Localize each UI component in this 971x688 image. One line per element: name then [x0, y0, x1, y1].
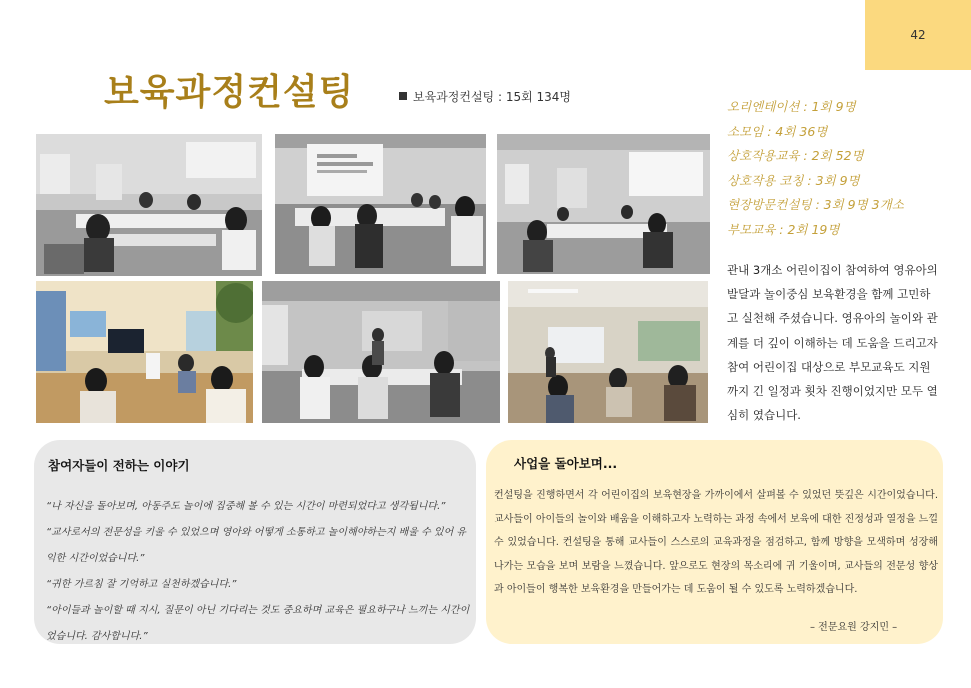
photo-seminar-room: [508, 281, 708, 423]
photo-classroom-2: [497, 134, 710, 274]
stat-site-visit: 현장방문컨설팅 : 3회 9명 3개소: [727, 197, 904, 213]
photo-color-classroom: [36, 281, 253, 423]
stats-list: [727, 95, 904, 243]
participants-quotes: [46, 494, 474, 650]
quote-item: “귀한 가르침 잘 기억하고 실천하겠습니다.”: [46, 579, 237, 590]
reflection-text: 컨설팅을 진행하면서 각 어린이집의 보육현장을 가까이에서 살펴볼 수 있었던 뜻깊은 시간이었습니다. 교사들이 아이들의 놀이와 배움을 이해하고자 노력하는 과정 속에서 보육에 대한 진정성과 열정을 느낄 수 있었습니다. 컨설팅을 통해 교사들이 스스로의 교육과정을 점검하고, 함께 방향을 모색하며 성장해 나가는 모습을 보며 보람을 느꼈습니다. 앞으로도 현장의 목소리에 귀 기울이며, 교사들의 전문성 향상과 아이들이 행복한 보육환경을 만들어가는 데 도움이 될 수 있도록 노력하겠습니다.: [494, 490, 938, 595]
reflection-signature: – 전문요원 강지민 –: [810, 622, 898, 633]
stat-parent-education: 부모교육 : 2회 19명: [727, 221, 840, 237]
page-number-tab: [865, 0, 971, 70]
photo-presentation-1: [275, 134, 486, 274]
stat-orientation: 오리엔테이션 : 1회 9명: [727, 99, 856, 114]
stat-interaction-education: 상호작용교육 : 2회 52명: [727, 148, 864, 164]
stat-small-group: 소모임 : 4회 36명: [727, 123, 828, 139]
quote-item: “나 자신을 돌아보며, 아동주도 놀이에 집중해 볼 수 있는 시간이 마련되었다고 생각됩니다.”: [46, 501, 446, 512]
reflection-title: 사업을 돌아보며...: [514, 456, 618, 471]
summary-line: [399, 88, 571, 105]
summary-text: 보육과정컨설팅 : 15회 134명: [413, 90, 571, 104]
quote-item: “교사로서의 전문성을 키울 수 있었으며 영아와 어떻게 소통하고 놀이해야하는지 배울 수 있어 유익한 시간이었습니다.”: [46, 527, 467, 564]
stat-interaction-coaching: 상호작용 코칭 : 3회 9명: [727, 172, 860, 188]
page-number: 42: [910, 28, 926, 42]
photo-presentation-2: [262, 281, 500, 423]
square-bullet-icon: [399, 92, 407, 100]
photo-classroom-1: [36, 134, 262, 276]
program-description: 관내 3개소 어린이집이 참여하여 영유아의 발달과 놀이중심 보육환경을 함께 고민하고 실천해 주셨습니다. 영유아의 놀이와 관계를 더 깊이 이해하는 데 도움을 드리고자 참여 어린이집 대상으로 부모교육도 지원까지 긴 일정과 횟차 진행이었지만 모두 열심히 였습니다.: [727, 263, 938, 423]
quote-item: “아이들과 놀이할 때 지시, 질문이 아닌 기다리는 것도 중요하며 교육은 필요하구나 느끼는 시간이었습니다. 감사합니다.”: [46, 605, 470, 642]
participants-title: 참여자들이 전하는 이야기: [48, 458, 190, 473]
page-title: 보육과정컨설팅: [104, 72, 355, 113]
